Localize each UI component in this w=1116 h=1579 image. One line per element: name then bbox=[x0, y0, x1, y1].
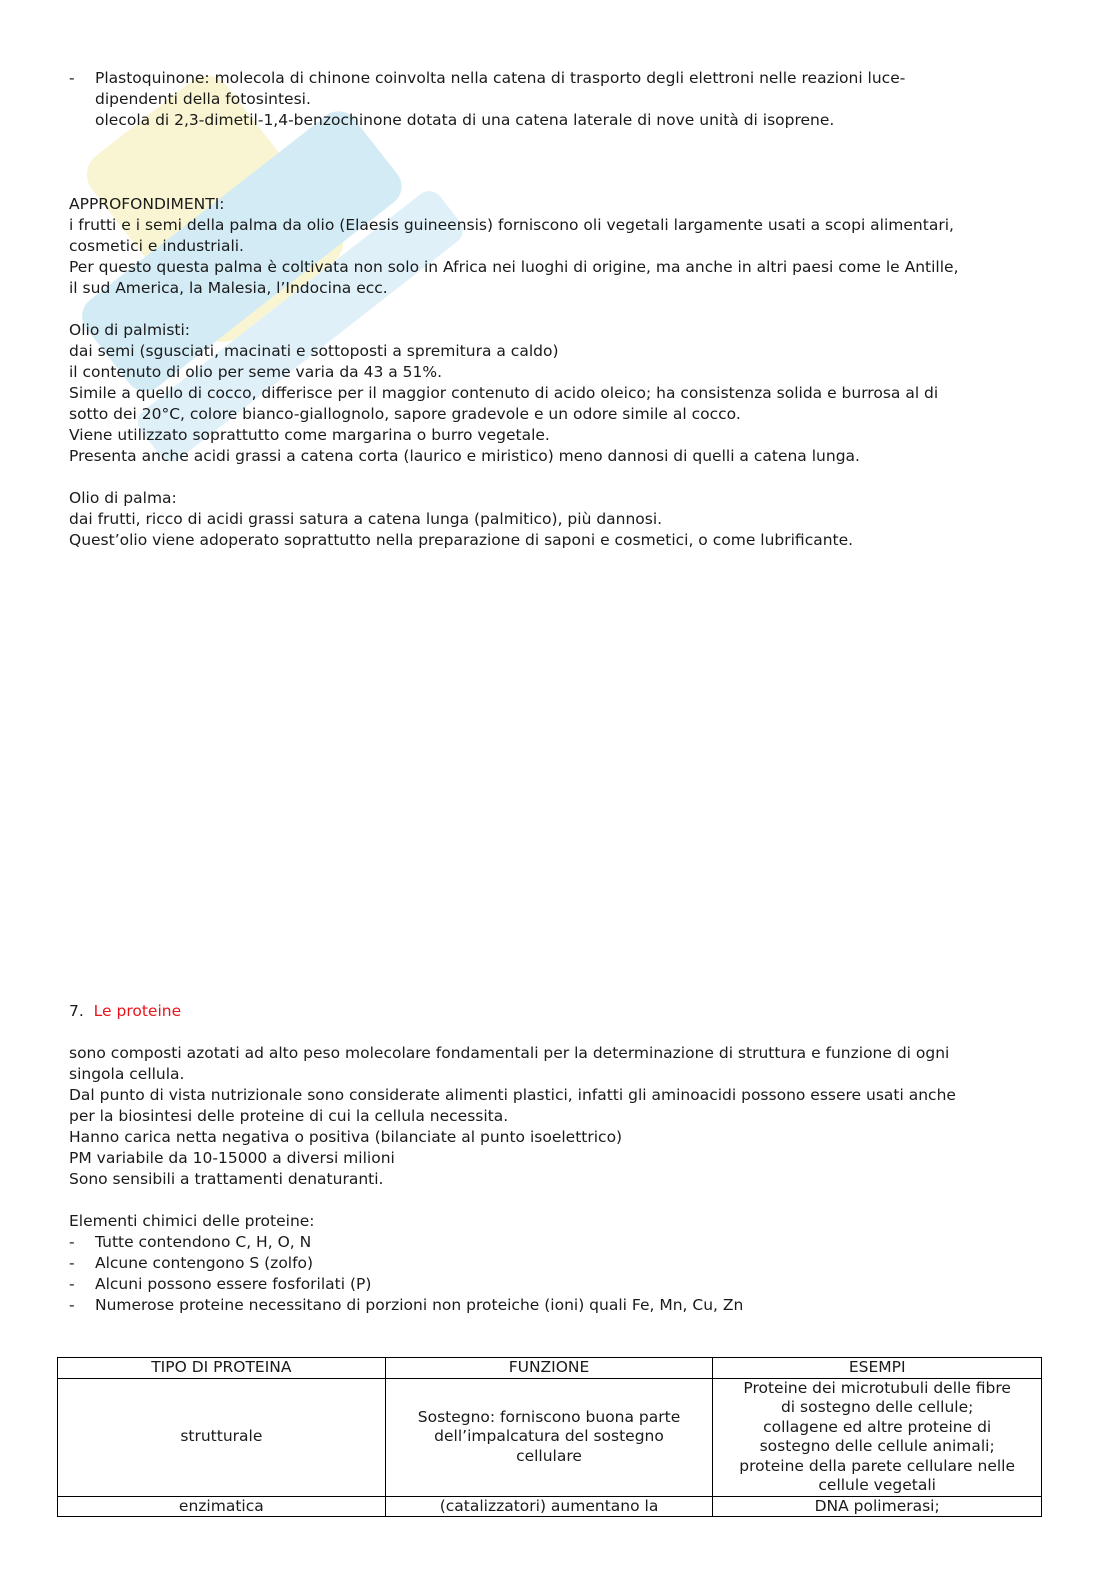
list-item: - Tutte contendono C, H, O, N bbox=[69, 1233, 312, 1251]
bullet-dash: - bbox=[69, 69, 75, 87]
paragraph-line: Per questo questa palma è coltivata non solo in Africa nei luoghi di origine, ma anche in altri paesi come le Antille, bbox=[69, 258, 959, 276]
paragraph-line: Sono sensibili a trattamenti denaturanti. bbox=[69, 1170, 384, 1188]
bullet-plastoquinone bbox=[69, 68, 1059, 110]
paragraph-line: sotto dei 20°C, colore bianco-giallognolo, sapore gradevole e un odore simile al cocco. bbox=[69, 405, 741, 423]
paragraph-line: cosmetici e industriali. bbox=[69, 237, 244, 255]
document-page bbox=[69, 68, 1059, 551]
paragraph-line: dai frutti, ricco di acidi grassi satura a catena lunga (palmitico), più dannosi. bbox=[69, 510, 663, 528]
section-heading bbox=[69, 1001, 1059, 1022]
paragraph-line: sono composti azotati ad alto peso molecolare fondamentali per la determinazione di struttura e funzione di ogni bbox=[69, 1044, 950, 1062]
paragraph-line: Viene utilizzato soprattutto come margarina o burro vegetale. bbox=[69, 426, 550, 444]
paragraph-line: Hanno carica netta negativa o positiva (bilanciate al punto isoelettrico) bbox=[69, 1128, 623, 1146]
table-row bbox=[58, 1496, 1042, 1517]
paragraph-line: il contenuto di olio per seme varia da 43 a 51%. bbox=[69, 363, 443, 381]
paragraph-line: Simile a quello di cocco, differisce per il maggior contenuto di acido oleico; ha consistenza solida e burrosa al di bbox=[69, 384, 939, 402]
bullet-continuation: olecola di 2,3-dimetil-1,4-benzochinone dotata di una catena laterale di nove unità di isoprene. bbox=[95, 111, 835, 129]
section-title: Le proteine bbox=[93, 1002, 182, 1020]
paragraph-line: per la biosintesi delle proteine di cui la cellula necessita. bbox=[69, 1107, 509, 1125]
paragraph-line: Presenta anche acidi grassi a catena corta (laurico e miristico) meno dannosi di quelli a catena lunga. bbox=[69, 447, 860, 465]
palmisti-title: Olio di palmisti: bbox=[69, 321, 191, 339]
bullet-line: dipendenti della fotosintesi. bbox=[95, 90, 311, 108]
table-cell-esempi: Proteine dei microtubuli delle fibre di sostegno delle cellule; collagene ed altre proteine di sostegno delle cellule animali; proteine della parete cellulare nelle cellule vegetali bbox=[713, 1378, 1042, 1496]
column-header: TIPO DI PROTEINA bbox=[58, 1358, 386, 1379]
paragraph-line: Quest’olio viene adoperato soprattutto nella preparazione di saponi e cosmetici, o come lubrificante. bbox=[69, 531, 854, 549]
column-header: ESEMPI bbox=[713, 1358, 1042, 1379]
protein-table bbox=[57, 1357, 1042, 1517]
column-header: FUNZIONE bbox=[385, 1358, 713, 1379]
list-item: - Alcune contengono S (zolfo) bbox=[69, 1254, 314, 1272]
table-cell-funzione: Sostegno: forniscono buona parte dell’impalcatura del sostegno cellulare bbox=[385, 1378, 713, 1496]
section-number: 7. bbox=[69, 1002, 84, 1020]
list-item: - Numerose proteine necessitano di porzioni non proteiche (ioni) quali Fe, Mn, Cu, Zn bbox=[69, 1296, 744, 1314]
paragraph-line: i frutti e i semi della palma da olio (Elaesis guineensis) forniscono oli vegetali largamente usati a scopi alimentari, bbox=[69, 216, 954, 234]
elements-title: Elementi chimici delle proteine: bbox=[69, 1212, 315, 1230]
table-row bbox=[58, 1378, 1042, 1496]
paragraph-line: singola cellula. bbox=[69, 1065, 185, 1083]
approfondimenti-title: APPROFONDIMENTI: bbox=[69, 195, 225, 213]
palma-title: Olio di palma: bbox=[69, 489, 177, 507]
paragraph-line: dai semi (sgusciati, macinati e sottoposti a spremitura a caldo) bbox=[69, 342, 559, 360]
section-proteine bbox=[69, 1001, 1059, 1316]
table-header-row bbox=[58, 1358, 1042, 1379]
table-cell-tipo: strutturale bbox=[58, 1378, 386, 1496]
table-cell-funzione: (catalizzatori) aumentano la bbox=[385, 1496, 713, 1517]
paragraph-line: il sud America, la Malesia, l’Indocina ecc. bbox=[69, 279, 388, 297]
table-cell-tipo: enzimatica bbox=[58, 1496, 386, 1517]
list-item: - Alcuni possono essere fosforilati (P) bbox=[69, 1275, 372, 1293]
bullet-line: Plastoquinone: molecola di chinone coinvolta nella catena di trasporto degli elettroni nelle reazioni luce- bbox=[95, 69, 906, 87]
paragraph-line: PM variabile da 10-15000 a diversi milioni bbox=[69, 1149, 395, 1167]
table-cell-esempi: DNA polimerasi; bbox=[713, 1496, 1042, 1517]
paragraph-line: Dal punto di vista nutrizionale sono considerate alimenti plastici, infatti gli aminoacidi possono essere usati anche bbox=[69, 1086, 956, 1104]
